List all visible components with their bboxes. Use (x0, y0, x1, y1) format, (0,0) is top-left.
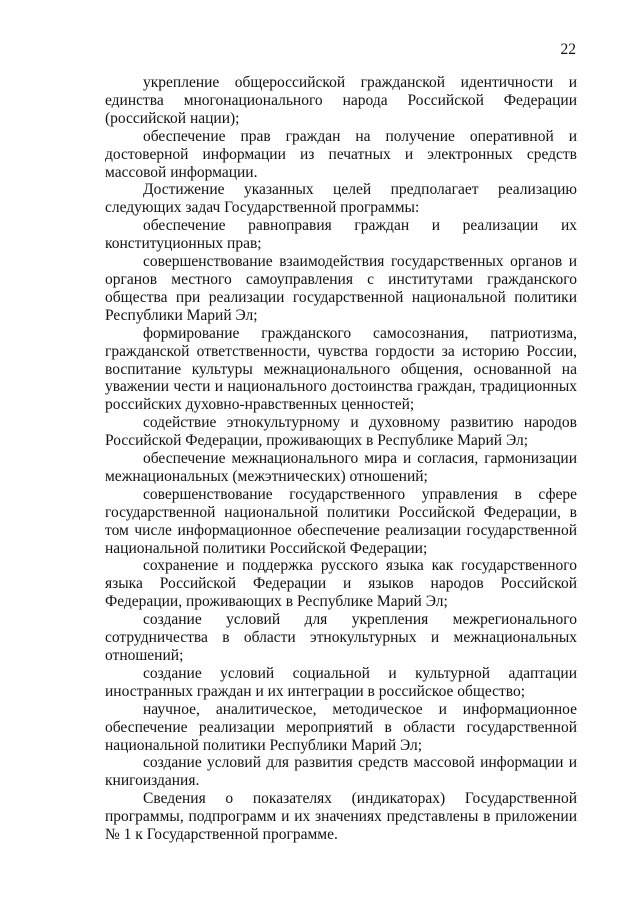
paragraph: обеспечение межнационального мира и согласия, гармонизации межнациональных (межэтнических) отношений; (105, 450, 577, 485)
page-number: 22 (560, 41, 576, 58)
paragraph: обеспечение равноправия граждан и реализации их конституционных прав; (105, 217, 577, 253)
paragraph: обеспечение прав граждан на получение оперативной и достоверной информации из печатных и электронных средств массовой информации. (105, 127, 577, 181)
paragraph: создание условий социальной и культурной адаптации иностранных граждан и их интеграции в российское общество; (105, 664, 577, 700)
paragraph: содействие этнокультурному и духовному развитию народов Российской Федерации, проживающих в Республике Марий Эл; (105, 414, 577, 450)
paragraph: создание условий для укрепления межрегионального сотрудничества в области этнокультурных и межнациональных отношений; (105, 611, 577, 664)
paragraph: Сведения о показателях (индикаторах) Государственной программы, подпрограмм и их значениях представлены в приложении № 1 к Государственной программе. (105, 790, 577, 844)
paragraph: укрепление общероссийской гражданской идентичности и единства многонационального народа Российской Федерации (российской нации); (105, 74, 577, 127)
paragraph: формирование гражданского самосознания, патриотизма, гражданской ответственности, чувства гордости за историю России, воспитание культуры межнационального общения, основанной на уважении чести и национального достоинства граждан, традиционных российских духовно-нравственных ценностей; (105, 324, 577, 414)
paragraph: Достижение указанных целей предполагает реализацию следующих задач Государственной программы: (105, 181, 577, 217)
paragraph: сохранение и поддержка русского языка как государственного языка Российской Федерации и языков народов Российской Федерации, проживающих в Республике Марий Эл; (105, 557, 577, 611)
paragraph: совершенствование государственного управления в сфере государственной национальной политики Российской Федерации, в том числе информационное обеспечение реализации государственной национальной политики Российской Федерации; (105, 485, 577, 557)
paragraph: создание условий для развития средств массовой информации и книгоиздания. (105, 754, 577, 790)
paragraph: научное, аналитическое, методическое и информационное обеспечение реализации мероприятий в области государственной национальной политики Республики Марий Эл; (105, 700, 577, 754)
body-text (105, 74, 577, 844)
paragraph: совершенствование взаимодействия государственных органов и органов местного самоуправления с институтами гражданского общества при реализации государственной национальной политики Республики Марий Эл; (105, 253, 577, 324)
